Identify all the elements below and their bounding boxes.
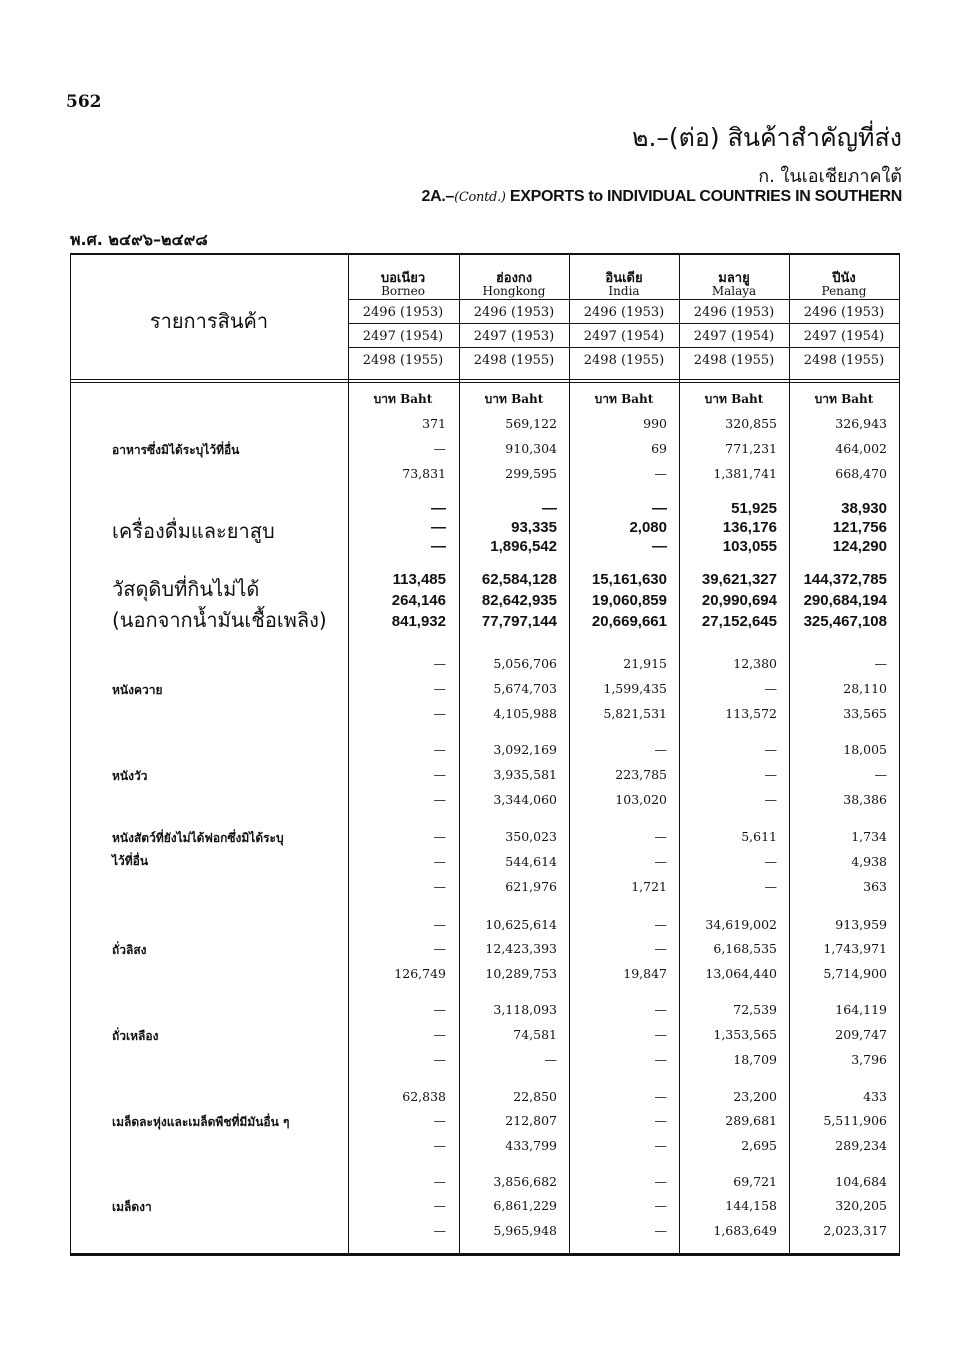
column-header-year: 2496 (1953) <box>583 305 665 320</box>
table-cell: 93,335 <box>511 519 557 536</box>
row-group-label: วัสดุดิบที่กินไม่ได้ <box>112 577 260 601</box>
column-header-year: 2496 (1953) <box>803 305 885 320</box>
title-en-contd: (Contd.) <box>454 190 506 205</box>
table-cell: 164,119 <box>835 1002 887 1017</box>
table-cell: 74,581 <box>513 1027 557 1042</box>
row-group-label: หนังสัตว์ที่ยังไม่ได้ฟอกซึ่งมิได้ระบุ <box>112 831 284 845</box>
table-cell: — <box>433 681 446 696</box>
table-cell: — <box>433 1027 446 1042</box>
table-cell: 73,831 <box>402 466 446 481</box>
table-cell: 62,838 <box>402 1089 446 1104</box>
table-cell: 38,930 <box>841 500 887 517</box>
row-group-label-line2: ไว้ที่อื่น <box>112 854 149 868</box>
header-bottom-rule-double <box>70 382 900 383</box>
column-header-year: 2498 (1955) <box>693 353 775 368</box>
column-header-year: 2498 (1955) <box>803 353 885 368</box>
table-cell: 69,721 <box>733 1174 777 1189</box>
table-cell: 18,005 <box>843 742 887 757</box>
table-cell: 27,152,645 <box>701 613 777 630</box>
table-cell: 5,821,531 <box>603 706 667 721</box>
table-cell: — <box>431 519 446 536</box>
table-cell: 2,695 <box>741 1138 777 1153</box>
table-cell: 5,965,948 <box>493 1223 557 1238</box>
table-cell: 289,234 <box>835 1138 887 1153</box>
table-cell: 212,807 <box>505 1113 557 1128</box>
table-cell: 371 <box>422 416 446 431</box>
table-cell: 299,595 <box>505 466 557 481</box>
table-cell: — <box>654 1138 667 1153</box>
column-header-year: 2496 (1953) <box>693 305 775 320</box>
column-header-english: Malaya <box>711 284 757 298</box>
table-cell: 1,353,565 <box>713 1027 777 1042</box>
table-cell: 10,625,614 <box>485 917 557 932</box>
table-bottom-rule <box>70 1253 900 1256</box>
row-group-label: เครื่องดื่มและยาสูบ <box>112 519 275 543</box>
table-cell: — <box>654 466 667 481</box>
header-year-rule <box>348 299 900 300</box>
column-header-year: 2497 (1954) <box>362 329 444 344</box>
column-header-english: Penang <box>821 284 867 298</box>
table-cell: 1,721 <box>631 879 667 894</box>
header-bottom-rule <box>70 379 900 380</box>
table-right-rule <box>899 253 900 1253</box>
table-cell: 113,572 <box>725 706 777 721</box>
table-cell: 103,055 <box>722 538 777 555</box>
table-cell: — <box>654 742 667 757</box>
row-group-label: หนังควาย <box>112 683 163 697</box>
table-cell: 144,372,785 <box>803 571 887 588</box>
table-cell: — <box>433 941 446 956</box>
table-cell: — <box>433 1223 446 1238</box>
table-cell: 433,799 <box>505 1138 557 1153</box>
table-cell: 104,684 <box>835 1174 887 1189</box>
table-cell: — <box>433 441 446 456</box>
page-title-english <box>422 188 903 206</box>
row-group-label: ถั่วลิสง <box>112 943 147 957</box>
table-cell: 19,060,859 <box>591 592 667 609</box>
column-header-year: 2498 (1955) <box>583 353 665 368</box>
table-cell: 5,056,706 <box>493 656 557 671</box>
table-cell: — <box>433 1198 446 1213</box>
page-number: 562 <box>66 92 102 112</box>
table-cell: 3,118,093 <box>493 1002 557 1017</box>
table-cell: — <box>874 767 887 782</box>
table-cell: — <box>764 681 777 696</box>
table-cell: 19,847 <box>623 966 667 981</box>
table-cell: 668,470 <box>835 466 887 481</box>
table-cell: 3,092,169 <box>493 742 557 757</box>
table-cell: 6,861,229 <box>493 1198 557 1213</box>
table-cell: — <box>433 1138 446 1153</box>
years-range: พ.ศ. ๒๔๙๖–๒๔๙๘ <box>70 230 208 249</box>
table-cell: — <box>764 879 777 894</box>
table-cell: 82,642,935 <box>481 592 557 609</box>
table-cell: 910,304 <box>505 441 557 456</box>
column-header-year: 2497 (1954) <box>583 329 665 344</box>
table-cell: 5,714,900 <box>823 966 887 981</box>
column-unit: บาท Baht <box>594 392 654 406</box>
table-cell: 3,856,682 <box>493 1174 557 1189</box>
table-cell: 72,539 <box>733 1002 777 1017</box>
table-left-rule <box>70 253 71 1253</box>
exports-table <box>70 253 900 1257</box>
column-header-year: 2497 (1953) <box>473 329 555 344</box>
table-cell: 433 <box>863 1089 887 1104</box>
table-cell: — <box>433 1002 446 1017</box>
table-cell: — <box>654 1089 667 1104</box>
header-year-rule <box>348 347 900 348</box>
table-cell: — <box>433 879 446 894</box>
table-cell: 4,105,988 <box>493 706 557 721</box>
column-unit: บาท Baht <box>484 392 544 406</box>
row-group-label: อาหารซึ่งมิได้ระบุไว้ที่อื่น <box>112 443 240 457</box>
table-cell: 1,683,649 <box>713 1223 777 1238</box>
table-cell: 264,146 <box>391 592 446 609</box>
table-cell: 62,584,128 <box>481 571 557 588</box>
table-cell: — <box>433 706 446 721</box>
table-cell: — <box>433 742 446 757</box>
table-cell: — <box>764 854 777 869</box>
table-cell: 38,386 <box>843 792 887 807</box>
table-cell: — <box>764 792 777 807</box>
column-header-thai: บอเนียว <box>380 271 426 286</box>
column-header-year: 2497 (1954) <box>803 329 885 344</box>
table-cell: 350,023 <box>505 829 557 844</box>
column-header-english: India <box>608 284 640 298</box>
table-cell: 223,785 <box>615 767 667 782</box>
table-cell: 103,020 <box>615 792 667 807</box>
table-cell: 363 <box>863 879 887 894</box>
table-cell: 2,023,317 <box>823 1223 887 1238</box>
table-cell: 1,381,741 <box>713 466 777 481</box>
column-unit: บาท Baht <box>373 392 433 406</box>
table-cell: — <box>433 767 446 782</box>
table-cell: 569,122 <box>505 416 557 431</box>
row-group-label: เมล็ดละหุ่งและเมล็ดพืชที่มีมันอื่น ๆ <box>112 1115 290 1129</box>
table-cell: 15,161,630 <box>591 571 667 588</box>
table-cell: — <box>654 1027 667 1042</box>
table-cell: 3,796 <box>851 1052 887 1067</box>
table-cell: 3,344,060 <box>493 792 557 807</box>
table-cell: 4,938 <box>851 854 887 869</box>
table-cell: 544,614 <box>505 854 557 869</box>
table-cell: 841,932 <box>391 613 446 630</box>
table-cell: 22,850 <box>513 1089 557 1104</box>
table-cell: — <box>654 1002 667 1017</box>
page-title-thai: ๒.–(ต่อ) สินค้าสำคัญที่ส่ง <box>631 123 902 152</box>
table-cell: — <box>654 941 667 956</box>
row-group-label: ถั่วเหลือง <box>112 1029 159 1043</box>
table-cell: 6,168,535 <box>713 941 777 956</box>
column-header-thai: มลายู <box>718 271 750 286</box>
table-cell: 20,990,694 <box>701 592 777 609</box>
table-cell: 18,709 <box>733 1052 777 1067</box>
column-header-year: 2497 (1954) <box>693 329 775 344</box>
table-cell: 913,959 <box>835 917 887 932</box>
table-cell: 621,976 <box>505 879 557 894</box>
row-group-label-line2: (นอกจากน้ำมันเชื้อเพลิง) <box>112 608 327 632</box>
table-cell: 51,925 <box>731 500 777 517</box>
column-header-english: Hongkong <box>482 284 546 298</box>
column-header-year: 2498 (1955) <box>473 353 555 368</box>
table-cell: — <box>654 1052 667 1067</box>
table-cell: 320,855 <box>725 416 777 431</box>
table-cell: 5,674,703 <box>493 681 557 696</box>
table-cell: 126,749 <box>394 966 446 981</box>
table-cell: 136,176 <box>722 519 777 536</box>
row-header-label: รายการสินค้า <box>149 309 269 333</box>
table-cell: — <box>542 500 557 517</box>
table-cell: 12,380 <box>733 656 777 671</box>
table-cell: 1,896,542 <box>490 538 557 555</box>
column-header-thai: ปีนัง <box>832 271 856 286</box>
table-cell: — <box>654 1174 667 1189</box>
table-cell: 77,797,144 <box>481 613 557 630</box>
table-cell: — <box>764 742 777 757</box>
table-cell: — <box>433 1174 446 1189</box>
table-cell: 325,467,108 <box>803 613 887 630</box>
table-cell: — <box>652 500 667 517</box>
table-cell: 289,681 <box>725 1113 777 1128</box>
table-cell: 464,002 <box>835 441 887 456</box>
title-en-main: EXPORTS to INDIVIDUAL COUNTRIES IN SOUTHERN <box>505 188 902 205</box>
table-cell: — <box>433 854 446 869</box>
table-cell: 10,289,753 <box>485 966 557 981</box>
table-cell: 990 <box>643 416 667 431</box>
table-cell: 28,110 <box>843 681 887 696</box>
table-cell: — <box>433 829 446 844</box>
page-subtitle-thai: ก. ในเอเชียภาคใต้ <box>758 166 902 187</box>
table-cell: — <box>654 854 667 869</box>
row-group-label: หนังวัว <box>112 769 148 783</box>
table-cell: 1,743,971 <box>823 941 887 956</box>
table-cell: — <box>433 656 446 671</box>
table-cell: 209,747 <box>835 1027 887 1042</box>
table-cell: — <box>544 1052 557 1067</box>
table-cell: — <box>431 538 446 555</box>
column-header-english: Borneo <box>381 284 425 298</box>
table-cell: 124,290 <box>832 538 887 555</box>
table-cell: — <box>654 1113 667 1128</box>
row-group-label: เมล็ดงา <box>112 1200 152 1214</box>
table-cell: 3,935,581 <box>493 767 557 782</box>
table-cell: 1,599,435 <box>603 681 667 696</box>
table-cell: — <box>433 792 446 807</box>
table-cell: 320,205 <box>835 1198 887 1213</box>
table-cell: 69 <box>651 441 667 456</box>
table-cell: — <box>652 538 667 555</box>
table-cell: — <box>433 1113 446 1128</box>
column-unit: บาท Baht <box>814 392 874 406</box>
title-en-prefix: 2A.– <box>421 188 455 205</box>
table-cell: 12,423,393 <box>485 941 557 956</box>
table-cell: — <box>433 1052 446 1067</box>
column-header-year: 2496 (1953) <box>362 305 444 320</box>
column-header-thai: ฮ่องกง <box>495 271 533 286</box>
table-cell: 34,619,002 <box>705 917 777 932</box>
table-cell: 33,565 <box>843 706 887 721</box>
table-cell: 121,756 <box>832 519 887 536</box>
column-header-year: 2498 (1955) <box>362 353 444 368</box>
table-cell: 23,200 <box>733 1089 777 1104</box>
table-cell: 144,158 <box>725 1198 777 1213</box>
table-cell: 290,684,194 <box>803 592 887 609</box>
table-cell: 13,064,440 <box>705 966 777 981</box>
header-year-rule <box>348 323 900 324</box>
table-cell: — <box>654 829 667 844</box>
table-cell: — <box>654 917 667 932</box>
table-cell: 5,611 <box>741 829 777 844</box>
table-cell: 2,080 <box>629 519 667 536</box>
table-cell: 5,511,906 <box>823 1113 887 1128</box>
table-top-rule <box>70 253 900 255</box>
table-cell: 326,943 <box>835 416 887 431</box>
table-cell: 20,669,661 <box>591 613 667 630</box>
table-cell: — <box>654 1223 667 1238</box>
column-header-thai: อินเดีย <box>605 271 643 286</box>
table-cell: 771,231 <box>725 441 777 456</box>
table-cell: 21,915 <box>623 656 667 671</box>
table-cell: — <box>433 917 446 932</box>
table-cell: 113,485 <box>392 571 446 588</box>
table-cell: — <box>431 500 446 517</box>
column-header-year: 2496 (1953) <box>473 305 555 320</box>
table-cell: — <box>654 1198 667 1213</box>
table-cell: — <box>874 656 887 671</box>
table-cell: 1,734 <box>851 829 887 844</box>
table-cell: — <box>764 767 777 782</box>
column-unit: บาท Baht <box>704 392 764 406</box>
table-cell: 39,621,327 <box>701 571 777 588</box>
